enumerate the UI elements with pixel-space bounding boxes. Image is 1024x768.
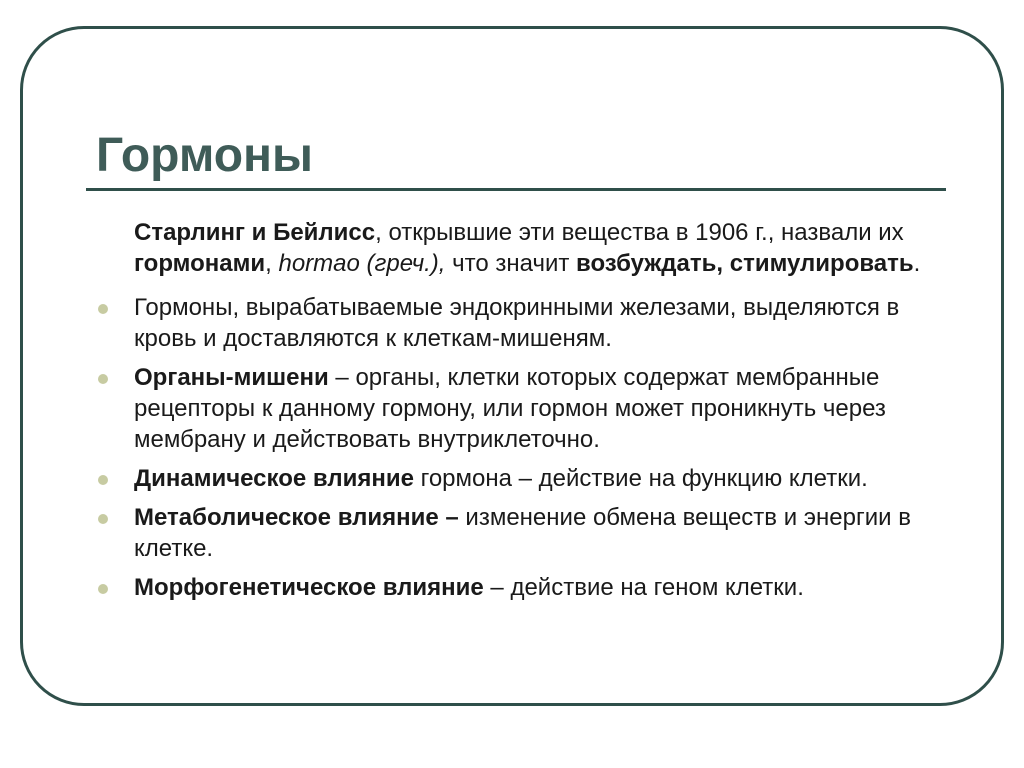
slide-body	[134, 217, 934, 611]
bullet-bold: Динамическое влияние	[134, 465, 414, 492]
bullet-text: Гормоны, вырабатываемые эндокринными железами, выделяются в кровь и доставляются к клеткам-мишеням.	[134, 294, 900, 352]
intro-bold-hormones: гормонами	[134, 250, 266, 277]
intro-text-3: что значит	[445, 250, 577, 277]
bullet-item	[134, 572, 934, 603]
intro-bold-authors: Старлинг и Бейлисс	[134, 219, 376, 246]
bullet-text: – действие на геном клетки.	[483, 574, 804, 601]
intro-text-2: ,	[265, 250, 279, 277]
bullet-bold: Морфогенетическое влияние	[134, 574, 484, 601]
bullet-text: гормона – действие на функцию клетки.	[413, 465, 868, 492]
intro-italic-greek: hormao (греч.),	[278, 250, 446, 277]
title-divider	[86, 188, 946, 191]
bullet-dot-icon	[98, 374, 108, 384]
bullet-dot-icon	[98, 475, 108, 485]
bullet-item	[134, 362, 934, 455]
bullet-item	[134, 502, 934, 564]
bullet-item	[134, 463, 934, 494]
intro-text-1: , открывшие эти вещества в 1906 г., назвали их	[375, 219, 904, 246]
intro-bold-meaning: возбуждать, стимулировать	[576, 250, 914, 277]
bullet-bold: Метаболическое влияние –	[134, 504, 459, 531]
bullet-dot-icon	[98, 514, 108, 524]
bullet-text: изменение обмена веществ и энергии в клетке.	[134, 504, 911, 562]
bullet-dot-icon	[98, 584, 108, 594]
slide-title: Гормоны	[96, 129, 314, 182]
intro-paragraph	[134, 217, 934, 279]
intro-text-4: .	[913, 250, 921, 277]
bullet-bold: Органы-мишени	[134, 364, 329, 391]
bullet-text: – органы, клетки которых содержат мембранные рецепторы к данному гормону, или гормон может проникнуть через мембрану и действовать внутриклеточно.	[134, 364, 886, 453]
bullet-item	[134, 292, 934, 354]
bullet-dot-icon	[98, 304, 108, 314]
